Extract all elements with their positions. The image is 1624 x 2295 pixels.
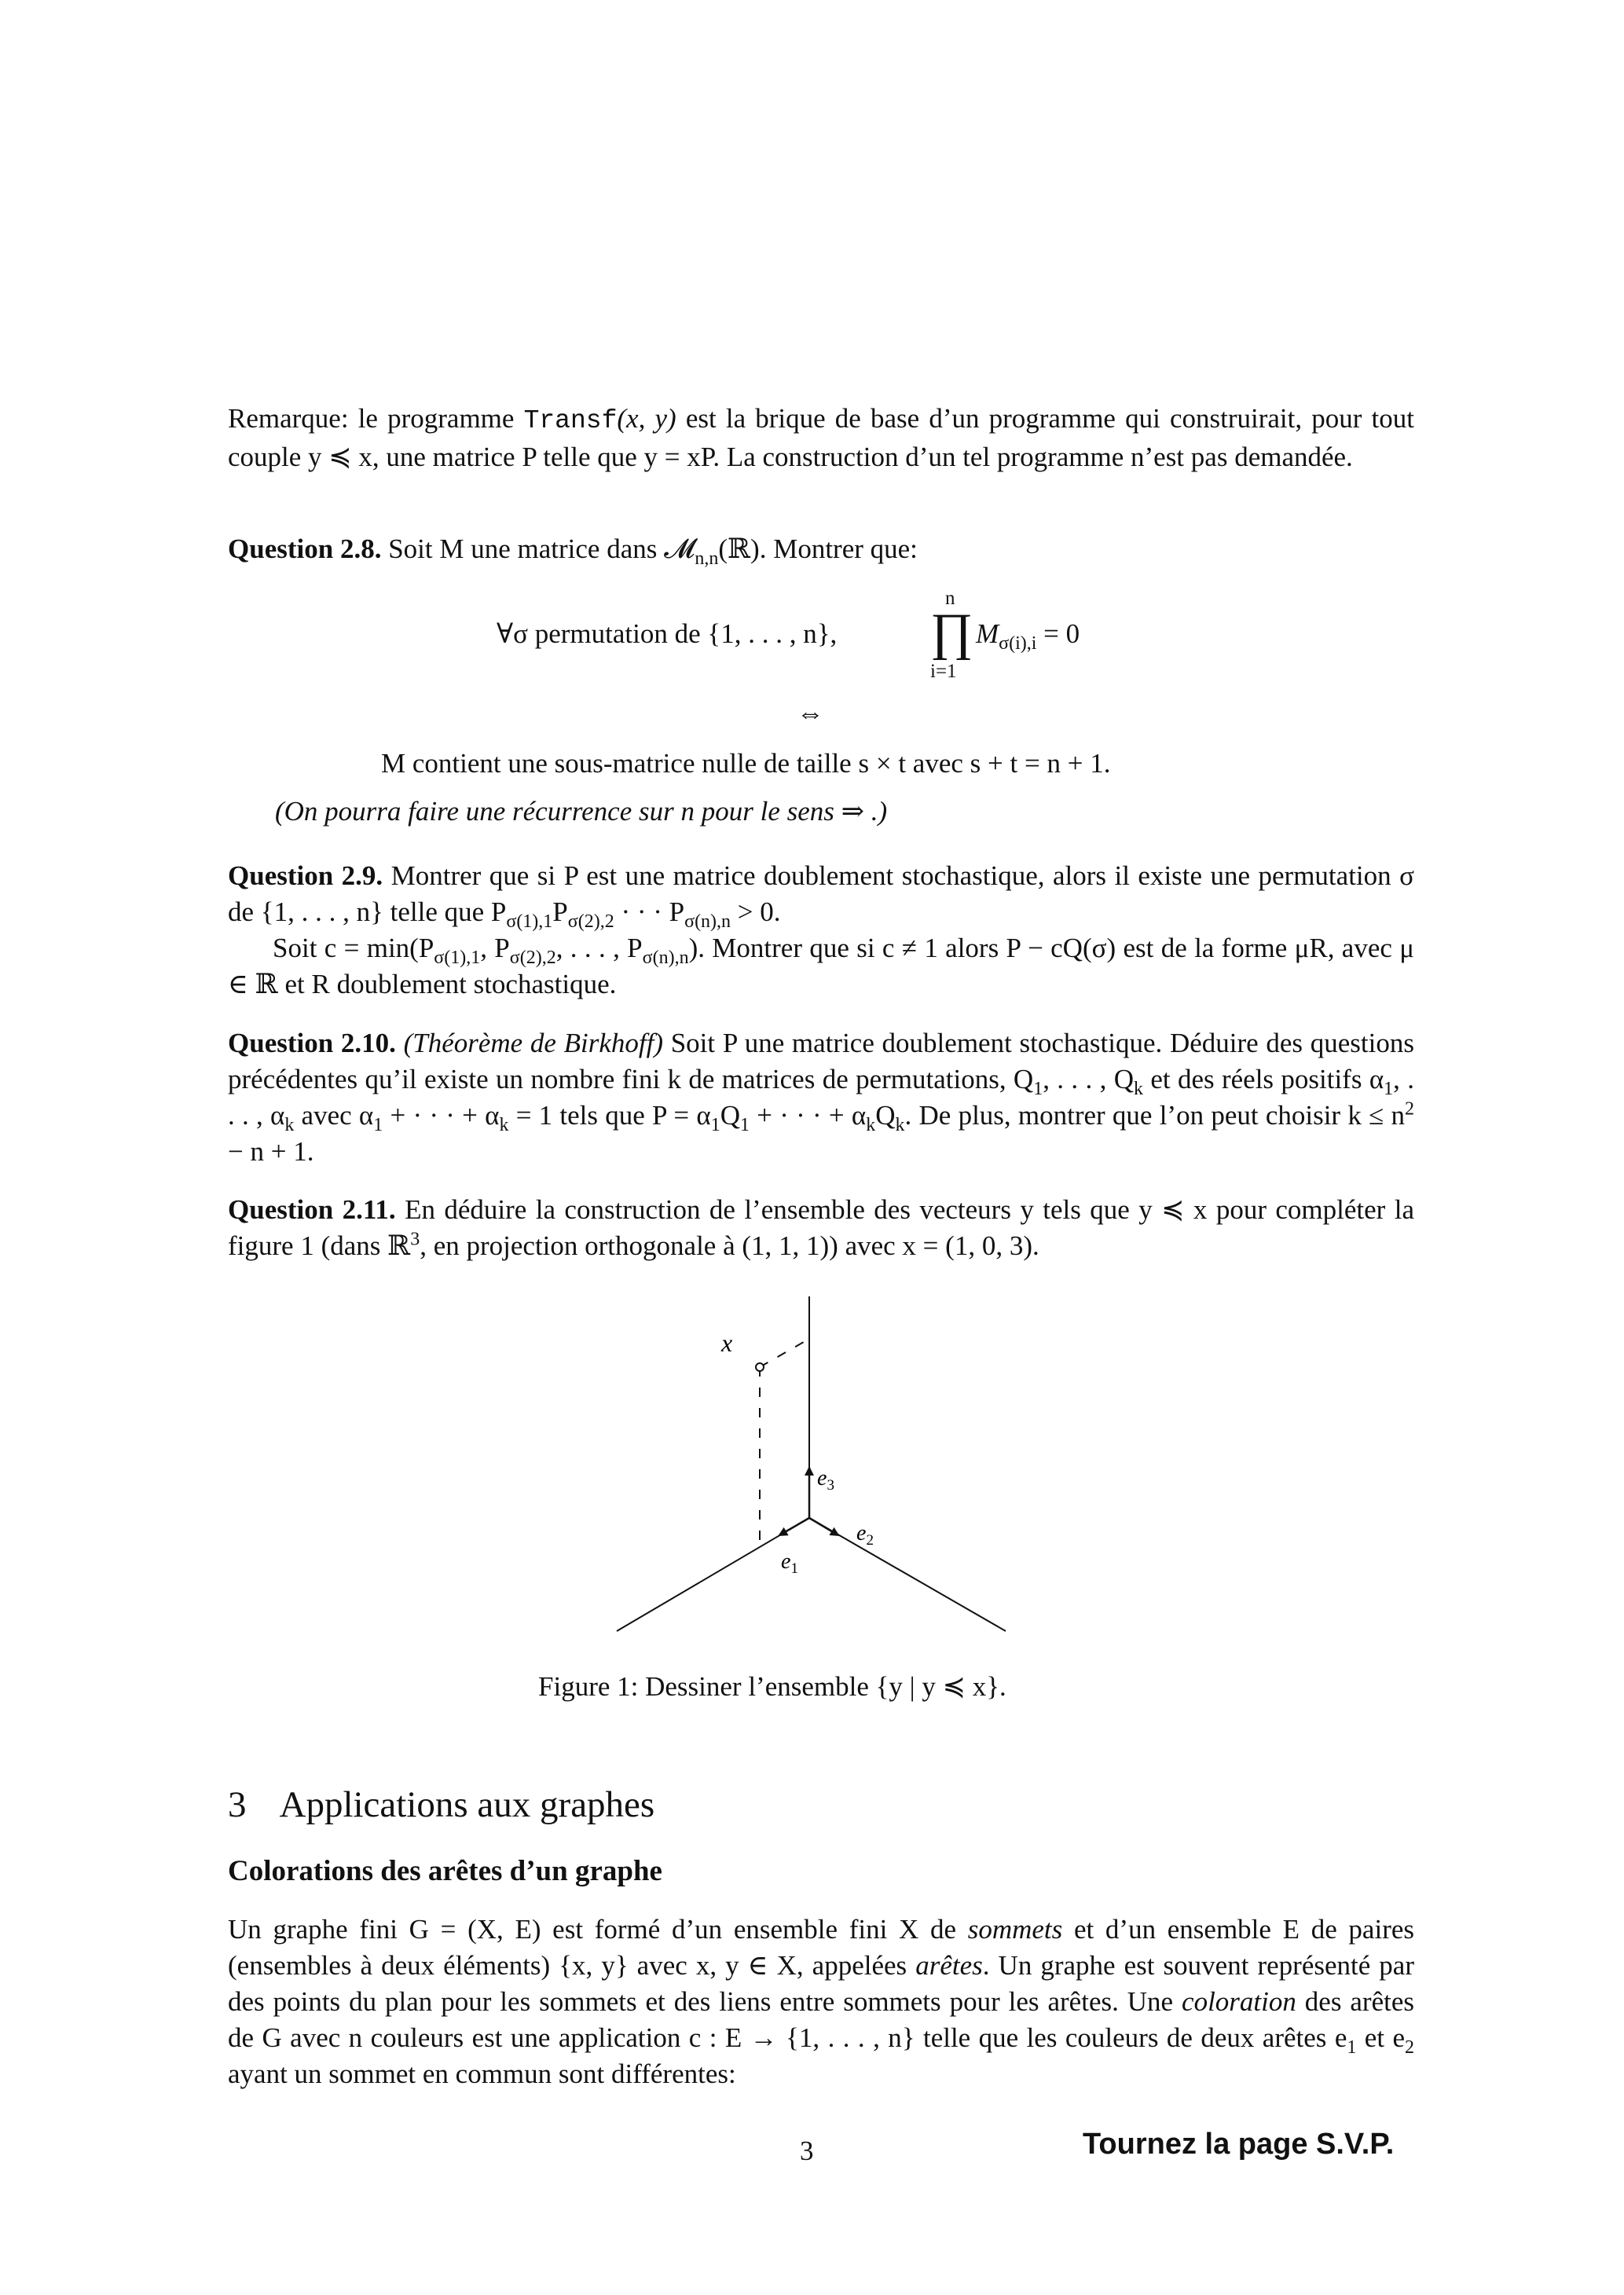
code-transf: Transf: [523, 406, 618, 435]
prod-upper: n: [945, 588, 955, 609]
formula-left: ∀σ permutation de {1, . . . , n},: [497, 618, 838, 649]
question-label: Question 2.9.: [228, 860, 383, 891]
vector-e2: [809, 1518, 838, 1535]
prod-term: $M_{\sigma(i),i} = 0$: [976, 618, 1080, 654]
dashed-diagonal: [760, 1339, 809, 1367]
question-2-10: Question 2.10. (Théorème de Birkhoff) Soit P une matrice doublement stochastique. Déduire des questions précédentes qu’il existe un nombre fini k de matrices de permutations, $Q_1$, . . . , $Q_k$ et des réels positifs $\alpha_1$, . . . , $\alpha_k$ avec $\alpha_1$ + · · · + $\alpha_k = 1$ tels que $P = \alpha_1Q_1$ + · · · + $\alpha_kQ_k$. De plus, montrer que l’on peut choisir $k \le n^2 - n + 1$.: [228, 1028, 1415, 1167]
label-x: x: [721, 1329, 733, 1357]
turn-page-note: Tournez la page S.V.P.: [1083, 2128, 1395, 2161]
graph-paragraph: Un graphe fini G = (X, E) est formé d’un ensemble fini X de sommets et d’un ensemble E de paires (ensembles à deux éléments) {x, y} avec x, y ∈ X, appelées arêtes. Un graphe est souvent représenté par des points du plan pour les sommets et des liens entre sommets pour les arêtes. Une coloration des arêtes de G avec n couleurs est une application c : E → {1, . . . , n} telle que les couleurs de deux arêtes $e_1$ et $e_2$ ayant un sommet en commun sont différentes:: [228, 1914, 1414, 2089]
figure-caption: Figure 1: Dessiner l’ensemble {y | y ≼ x}.: [538, 1671, 1006, 1702]
hint: (On pourra faire une récurrence sur n pour le sens ⇒ .): [275, 796, 888, 827]
vector-e1: [779, 1518, 809, 1535]
prod-lower: i=1: [930, 661, 957, 682]
label-e2: $e_2$: [856, 1521, 874, 1549]
question-label: Question 2.11.: [228, 1194, 396, 1225]
equivalence-symbol: ⇔: [797, 698, 824, 728]
formula-bottom: M contient une sous-matrice nulle de taille s × t avec s + t = n + 1.: [381, 748, 1111, 779]
subsection-title: Colorations des arêtes d’un graphe: [228, 1855, 662, 1887]
remarque-paragraph: Remarque: le programme Transf(x, y) est la brique de base d’un programme qui construirait, pour tout couple y ≼ x, une matrice P telle que y = xP. La construction d’un tel programme n’est pas demandée.: [228, 403, 1414, 472]
label-e1: $e_1$: [781, 1549, 798, 1577]
figure-1: [597, 1289, 1021, 1642]
question-label: Question 2.8.: [228, 533, 382, 564]
question-label: Question 2.10.: [228, 1028, 396, 1058]
page-number: 3: [800, 2136, 814, 2166]
question-2-8: Question 2.8. Soit M une matrice dans 𝓜$_{n,n}$(ℝ). Montrer que:: [228, 533, 918, 569]
point-x: [756, 1363, 764, 1371]
axis-e2: [809, 1518, 1006, 1631]
question-2-11: Question 2.11. En déduire la construction de l’ensemble des vecteurs y tels que y ≼ x pour compléter la figure 1 (dans ℝ$^3$, en projection orthogonale à (1, 1, 1)) avec x = (1, 0, 3).: [228, 1194, 1415, 1261]
section-3-title: 3 Applications aux graphes: [228, 1784, 655, 1825]
prod-symbol: ∏: [930, 603, 973, 661]
question-2-9: Question 2.9. Montrer que si P est une matrice doublement stochastique, alors il existe une permutation σ de {1, . . . , n} telle que $P_{\sigma(1),1}P_{\sigma(2),2}$ · · · $P_{\sigma(n),n} > 0$. Soit $c = \min(P_{\sigma(1),1}$, $P_{\sigma(2),2}$, . . . , $P_{\sigma(n),n}$). Montrer que si c ≠ 1 alors P − cQ(σ) est de la forme μR, avec μ ∈ ℝ et R doublement stochastique.: [228, 860, 1415, 999]
label-e3: $e_3$: [817, 1466, 834, 1494]
